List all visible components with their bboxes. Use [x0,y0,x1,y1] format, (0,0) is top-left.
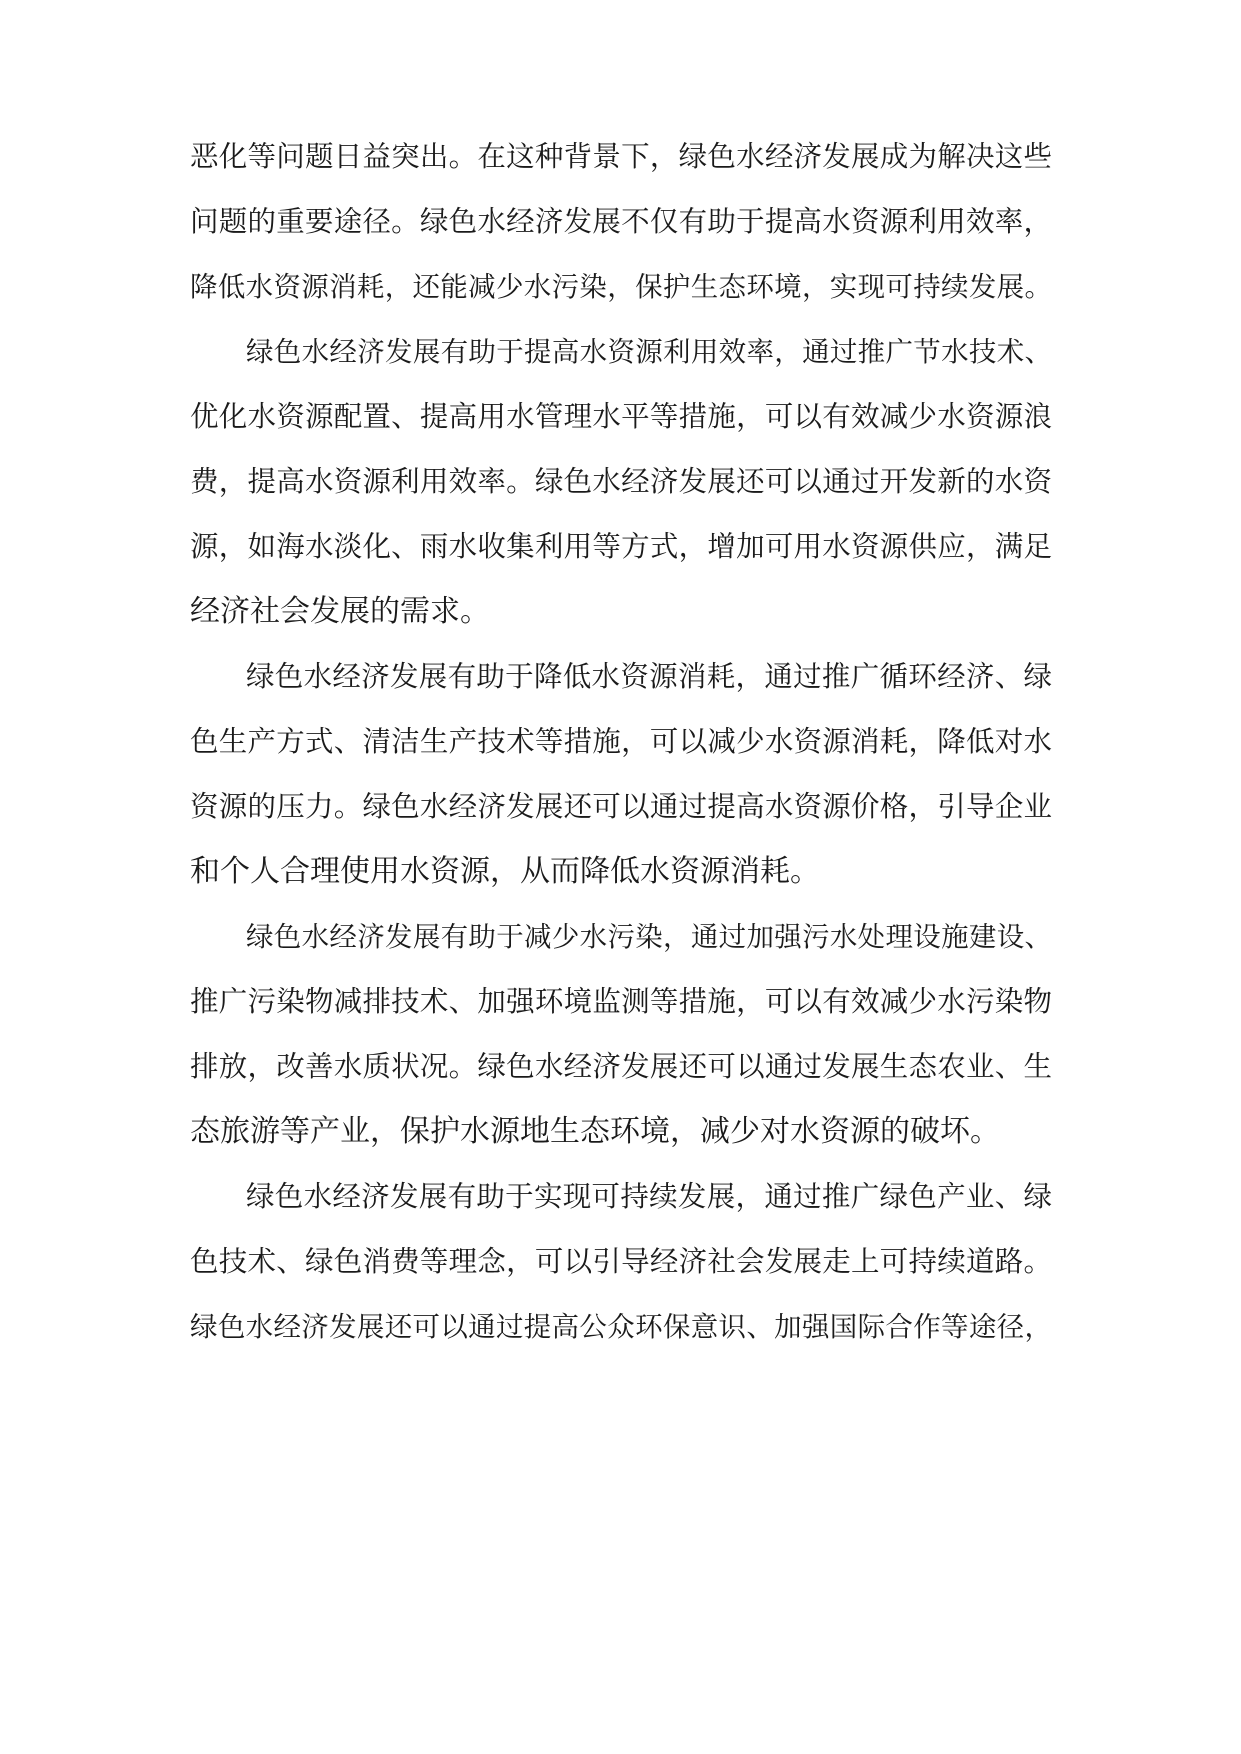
text-line: 排放，改善水质状况。绿色水经济发展还可以通过发展生态农业、生 [190,1050,1052,1083]
text-line: 推广污染物减排技术、加强环境监测等措施，可以有效减少水污染物 [190,985,1052,1018]
paragraph-last-line: 和个人合理使用水资源，从而降低水资源消耗。 [190,854,820,889]
text-line: 问题的重要途径。绿色水经济发展不仅有助于提高水资源利用效率， [190,205,1052,238]
text-line: 降低水资源消耗，还能减少水污染，保护生态环境，实现可持续发展。 [190,271,1052,303]
paragraph-last-line: 态旅游等产业，保护水源地生态环境，减少对水资源的破坏。 [190,1114,1000,1149]
paragraph-first-line: 绿色水经济发展有助于减少水污染，通过加强污水处理设施建设、 [246,921,1052,953]
text-line: 恶化等问题日益突出。在这种背景下，绿色水经济发展成为解决这些 [190,140,1052,173]
paragraph-last-line: 经济社会发展的需求。 [190,594,490,629]
paragraph-first-line: 绿色水经济发展有助于实现可持续发展，通过推广绿色产业、绿 [246,1180,1052,1213]
paragraph-first-line: 绿色水经济发展有助于降低水资源消耗，通过推广循环经济、绿 [246,660,1052,693]
paragraph-first-line: 绿色水经济发展有助于提高水资源利用效率，通过推广节水技术、 [246,336,1052,368]
text-line: 费，提高水资源利用效率。绿色水经济发展还可以通过开发新的水资 [190,465,1052,498]
text-line: 色生产方式、清洁生产技术等措施，可以减少水资源消耗，降低对水 [190,725,1052,758]
text-line: 优化水资源配置、提高用水管理水平等措施，可以有效减少水资源浪 [190,400,1052,433]
text-line: 色技术、绿色消费等理念，可以引导经济社会发展走上可持续道路。 [190,1245,1052,1278]
text-line: 源，如海水淡化、雨水收集利用等方式，增加可用水资源供应，满足 [190,530,1052,563]
text-line: 资源的压力。绿色水经济发展还可以通过提高水资源价格，引导企业 [190,790,1052,823]
text-line: 绿色水经济发展还可以通过提高公众环保意识、加强国际合作等途径， [190,1311,1052,1343]
